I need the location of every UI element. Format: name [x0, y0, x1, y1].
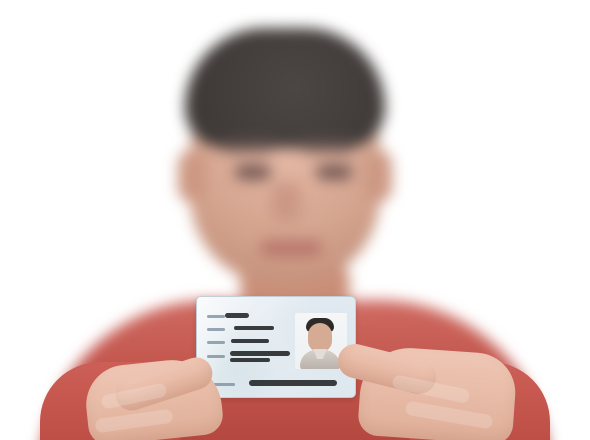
redaction-mark [249, 380, 337, 386]
card-label-line [207, 315, 225, 318]
hair [185, 28, 385, 148]
right-ear [364, 150, 392, 202]
redaction-mark [225, 313, 249, 318]
card-label-line [207, 328, 225, 331]
redaction-mark [231, 339, 269, 343]
left-eyebrow [222, 140, 274, 152]
mouth [260, 240, 322, 256]
redaction-mark [230, 351, 290, 356]
portrait-face [308, 323, 332, 352]
right-eye [316, 164, 352, 180]
left-ear [178, 150, 206, 202]
nose [271, 182, 301, 222]
card-label-line [207, 355, 225, 358]
redaction-mark [234, 326, 274, 330]
redaction-mark [230, 358, 270, 362]
id-card [196, 296, 356, 398]
left-eye [235, 164, 271, 180]
card-label-line [207, 341, 225, 344]
right-eyebrow [301, 140, 353, 152]
